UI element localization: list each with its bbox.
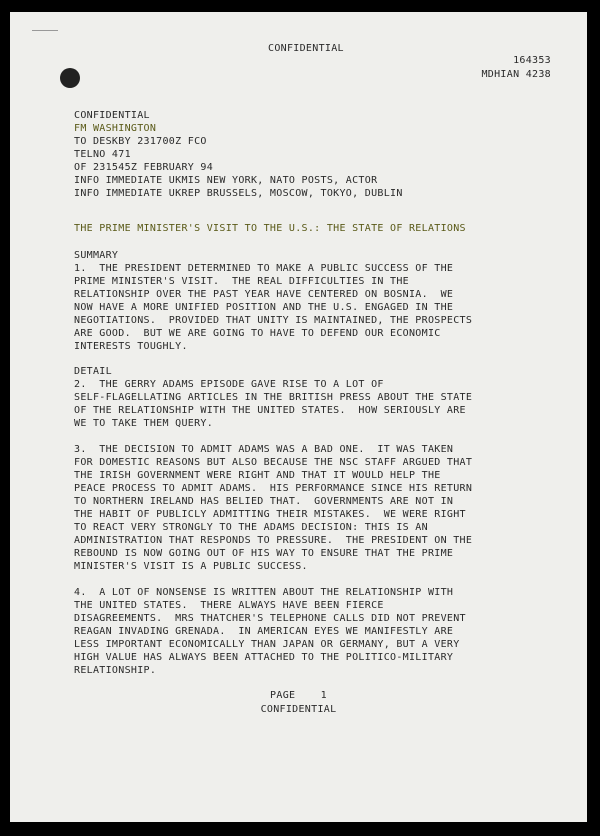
paragraph-line: REAGAN INVADING GRENADA. IN AMERICAN EYES WE MANIFESTLY ARE xyxy=(74,625,454,637)
reference-code: MDHIAN 4238 xyxy=(481,69,551,80)
paragraph-line: SELF-FLAGELLATING ARTICLES IN THE BRITISH PRESS ABOUT THE STATE xyxy=(74,391,473,403)
summary-section xyxy=(74,250,534,354)
paragraph-line: THE HABIT OF PUBLICLY ADMITTING THEIR MISTAKES. WE WERE RIGHT xyxy=(74,508,466,520)
summary-line: PRIME MINISTER'S VISIT. THE REAL DIFFICULTIES IN THE xyxy=(74,275,409,287)
summary-heading: SUMMARY xyxy=(74,250,119,261)
paragraph-line: THE UNITED STATES. THERE ALWAYS HAVE BEEN FIERCE xyxy=(74,599,384,611)
paragraph-4 xyxy=(74,587,534,678)
detail-heading: DETAIL xyxy=(74,366,112,377)
detail-section xyxy=(74,366,534,431)
paragraph-line: FOR DOMESTIC REASONS BUT ALSO BECAUSE THE NSC STAFF ARGUED THAT xyxy=(74,456,473,468)
paragraph-line: OF THE RELATIONSHIP WITH THE UNITED STATES. HOW SERIOUSLY ARE xyxy=(74,404,466,416)
routing-line: TELNO 471 xyxy=(74,148,131,160)
footer-classification: CONFIDENTIAL xyxy=(260,704,337,715)
page-number: PAGE 1 xyxy=(270,690,327,701)
routing-line: INFO IMMEDIATE UKREP BRUSSELS, MOSCOW, TOKYO, DUBLIN xyxy=(74,187,403,199)
paragraph-line: TO NORTHERN IRELAND HAS BELIED THAT. GOVERNMENTS ARE NOT IN xyxy=(74,495,454,507)
document-page xyxy=(10,12,587,822)
paragraph-line: 4. A LOT OF NONSENSE IS WRITTEN ABOUT THE RELATIONSHIP WITH xyxy=(74,587,454,598)
paragraph-line: 2. THE GERRY ADAMS EPISODE GAVE RISE TO A LOT OF xyxy=(74,378,384,390)
paragraph-line: HIGH VALUE HAS ALWAYS BEEN ATTACHED TO THE POLITICO-MILITARY xyxy=(74,651,454,663)
routing-line: OF 231545Z FEBRUARY 94 xyxy=(74,161,214,173)
routing-line: FM WASHINGTON xyxy=(74,122,157,134)
paragraph-line: THE IRISH GOVERNMENT WERE RIGHT AND THAT IT WOULD HELP THE xyxy=(74,469,441,481)
routing-line: INFO IMMEDIATE UKMIS NEW YORK, NATO POSTS, ACTOR xyxy=(74,174,378,186)
summary-line: NOW HAVE A MORE UNIFIED POSITION AND THE U.S. ENGAGED IN THE xyxy=(74,301,454,313)
paragraph-line: RELATIONSHIP. xyxy=(74,664,157,676)
paragraph-line: TO REACT VERY STRONGLY TO THE ADAMS DECISION: THIS IS AN xyxy=(74,521,428,533)
scan-mark xyxy=(32,30,58,31)
paragraph-line: DISAGREEMENTS. MRS THATCHER'S TELEPHONE CALLS DID NOT PREVENT xyxy=(74,612,466,624)
paragraph-line: ADMINISTRATION THAT RESPONDS TO PRESSURE. THE PRESIDENT ON THE xyxy=(74,534,473,546)
header-classification: CONFIDENTIAL xyxy=(268,43,344,54)
routing-line: CONFIDENTIAL xyxy=(74,110,150,121)
subject-line xyxy=(74,223,534,236)
subject-text: THE PRIME MINISTER'S VISIT TO THE U.S.: THE STATE OF RELATIONS xyxy=(74,223,466,234)
summary-line: RELATIONSHIP OVER THE PAST YEAR HAVE CENTERED ON BOSNIA. WE xyxy=(74,288,454,300)
summary-line: 1. THE PRESIDENT DETERMINED TO MAKE A PUBLIC SUCCESS OF THE xyxy=(74,262,454,274)
summary-line: ARE GOOD. BUT WE ARE GOING TO HAVE TO DEFEND OUR ECONOMIC xyxy=(74,327,441,339)
routing-block xyxy=(74,110,534,201)
paragraph-line: REBOUND IS NOW GOING OUT OF HIS WAY TO ENSURE THAT THE PRIME xyxy=(74,547,454,559)
paragraph-3 xyxy=(74,444,534,574)
routing-line: TO DESKBY 231700Z FCO xyxy=(74,135,207,147)
paragraph-line: MINISTER'S VISIT IS A PUBLIC SUCCESS. xyxy=(74,560,308,572)
paragraph-line: 3. THE DECISION TO ADMIT ADAMS WAS A BAD ONE. IT WAS TAKEN xyxy=(74,444,454,455)
punch-hole xyxy=(60,68,80,88)
summary-line: INTERESTS TOUGHLY. xyxy=(74,340,188,352)
reference-number: 164353 xyxy=(513,55,551,66)
paragraph-line: WE TO TAKE THEM QUERY. xyxy=(74,417,214,429)
paragraph-line: PEACE PROCESS TO ADMIT ADAMS. HIS PERFORMANCE SINCE HIS RETURN xyxy=(74,482,473,494)
summary-line: NEGOTIATIONS. PROVIDED THAT UNITY IS MAINTAINED, THE PROSPECTS xyxy=(74,314,473,326)
paragraph-line: LESS IMPORTANT ECONOMICALLY THAN JAPAN OR GERMANY, BUT A VERY xyxy=(74,638,460,650)
